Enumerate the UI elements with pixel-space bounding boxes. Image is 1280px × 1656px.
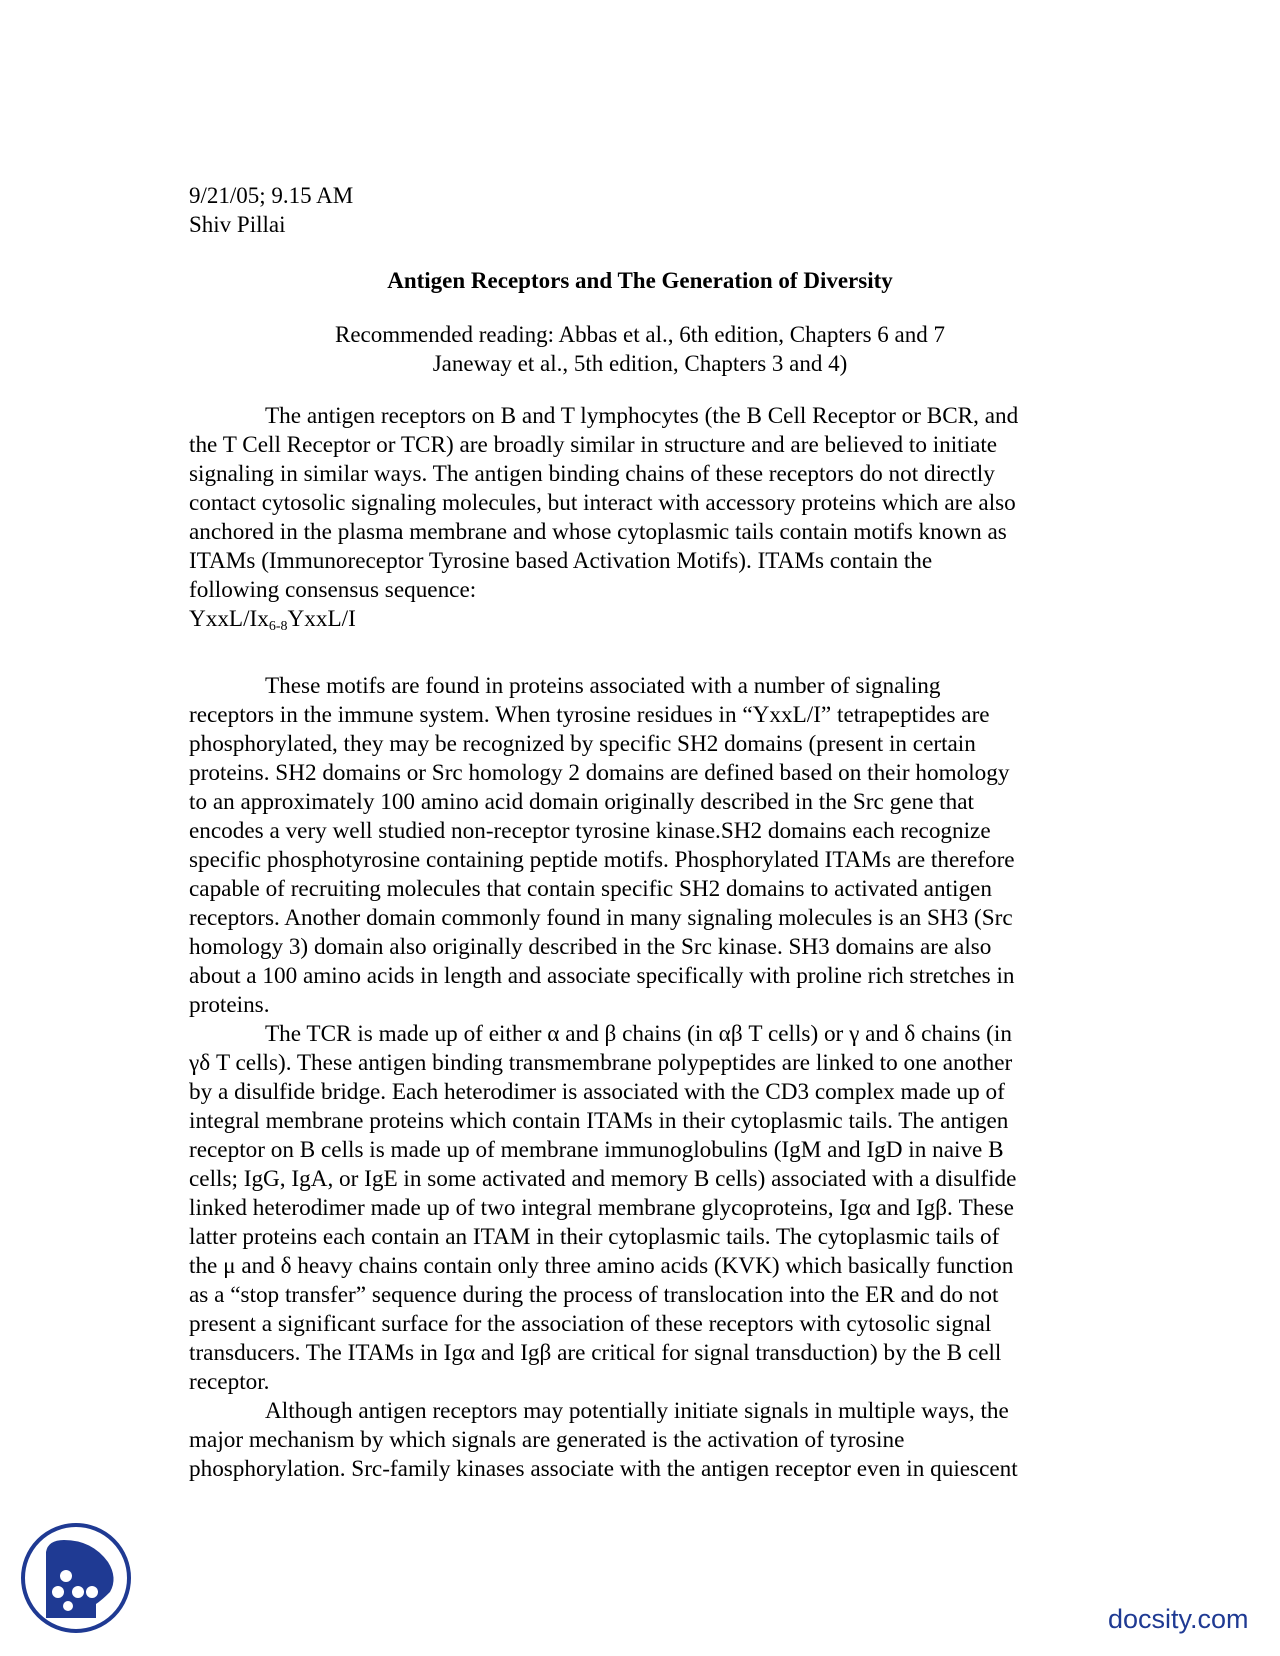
reading-line-1: Recommended reading: Abbas et al., 6th edition, Chapters 6 and 7: [335, 322, 945, 347]
paragraph-line: transducers. The ITAMs in Igα and Igβ are critical for signal transduction) by the B cell: [189, 1340, 1002, 1366]
paragraph-4: [189, 1397, 1109, 1484]
paragraph-line: ITAMs (Immunoreceptor Tyrosine based Activation Motifs). ITAMs contain the: [189, 548, 933, 574]
author-line: Shiv Pillai: [189, 212, 286, 237]
paragraph-line: receptor.: [189, 1369, 270, 1395]
paragraph-line: Although antigen receptors may potentially initiate signals in multiple ways, the: [265, 1398, 1009, 1424]
paragraph-line: to an approximately 100 amino acid domain originally described in the Src gene that: [189, 789, 974, 815]
paragraph-line: proteins. SH2 domains or Src homology 2 domains are defined based on their homology: [189, 760, 1010, 786]
paragraph-line: latter proteins each contain an ITAM in their cytoplasmic tails. The cytoplasmic tails of: [189, 1224, 1000, 1250]
paragraph-line: receptors in the immune system. When tyrosine residues in “YxxL/I” tetrapeptides are: [189, 702, 990, 728]
date-line: 9/21/05; 9.15 AM: [189, 183, 354, 208]
paragraph-line: capable of recruiting molecules that contain specific SH2 domains to activated antigen: [189, 876, 992, 902]
paragraph-1: [189, 402, 1109, 634]
paragraph-line: the T Cell Receptor or TCR) are broadly similar in structure and are believed to initiate: [189, 432, 998, 458]
paragraph-line: phosphorylated, they may be recognized by specific SH2 domains (present in certain: [189, 731, 976, 757]
paragraph-line: by a disulfide bridge. Each heterodimer is associated with the CD3 complex made up of: [189, 1079, 1005, 1105]
page-title: Antigen Receptors and The Generation of Diversity: [387, 268, 893, 293]
paragraph-line: anchored in the plasma membrane and whose cytoplasmic tails contain motifs known as: [189, 519, 1007, 545]
sequence-part-b: YxxL/I: [287, 606, 356, 632]
paragraph-3: [189, 1020, 1109, 1397]
paragraph-line: phosphorylation. Src-family kinases associate with the antigen receptor even in quiescent: [189, 1456, 1018, 1482]
paragraph-line: proteins.: [189, 992, 270, 1018]
paragraph-line: following consensus sequence:: [189, 577, 477, 603]
consensus-sequence: [189, 605, 1109, 634]
paragraph-line: specific phosphotyrosine containing peptide motifs. Phosphorylated ITAMs are therefore: [189, 847, 1015, 873]
paragraph-line: as a “stop transfer” sequence during the process of translocation into the ER and do not: [189, 1282, 999, 1308]
paragraph-line: cells; IgG, IgA, or IgE in some activated and memory B cells) associated with a disulfide: [189, 1166, 1017, 1192]
brand-link[interactable]: docsity.com: [1108, 1604, 1249, 1634]
paragraph-line: homology 3) domain also originally described in the Src kinase. SH3 domains are also: [189, 934, 992, 960]
paragraph-2: [189, 672, 1109, 1020]
paragraph-line: major mechanism by which signals are generated is the activation of tyrosine: [189, 1427, 905, 1453]
paragraph-line: These motifs are found in proteins associated with a number of signaling: [265, 673, 941, 699]
paragraph-line: The antigen receptors on B and T lymphocytes (the B Cell Receptor or BCR, and: [265, 403, 1019, 429]
paragraph-line: encodes a very well studied non-receptor tyrosine kinase.SH2 domains each recognize: [189, 818, 991, 844]
sequence-part-a: YxxL/Ix: [189, 606, 269, 632]
paragraph-line: the μ and δ heavy chains contain only three amino acids (KVK) which basically function: [189, 1253, 1014, 1279]
paragraph-line: signaling in similar ways. The antigen binding chains of these receptors do not directly: [189, 461, 995, 487]
paragraph-line: about a 100 amino acids in length and associate specifically with proline rich stretches in: [189, 963, 1015, 989]
docsity-logo-icon[interactable]: [20, 1522, 132, 1634]
paragraph-line: present a significant surface for the association of these receptors with cytosolic signal: [189, 1311, 992, 1337]
paragraph-line: γδ T cells). These antigen binding transmembrane polypeptides are linked to one another: [189, 1050, 1013, 1076]
paragraph-line: receptors. Another domain commonly found in many signaling molecules is an SH3 (Src: [189, 905, 1013, 931]
paragraph-line: receptor on B cells is made up of membrane immunoglobulins (IgM and IgD in naive B: [189, 1137, 1004, 1163]
paragraph-line: The TCR is made up of either α and β chains (in αβ T cells) or γ and δ chains (in: [265, 1021, 1012, 1047]
paragraph-line: linked heterodimer made up of two integral membrane glycoproteins, Igα and Igβ. These: [189, 1195, 1014, 1221]
paragraph-line: contact cytosolic signaling molecules, but interact with accessory proteins which are also: [189, 490, 1016, 516]
sequence-subscript: 6-8: [268, 619, 288, 634]
reading-line-2: Janeway et al., 5th edition, Chapters 3 and 4): [432, 351, 848, 376]
paragraph-line: integral membrane proteins which contain ITAMs in their cytoplasmic tails. The antigen: [189, 1108, 1009, 1134]
